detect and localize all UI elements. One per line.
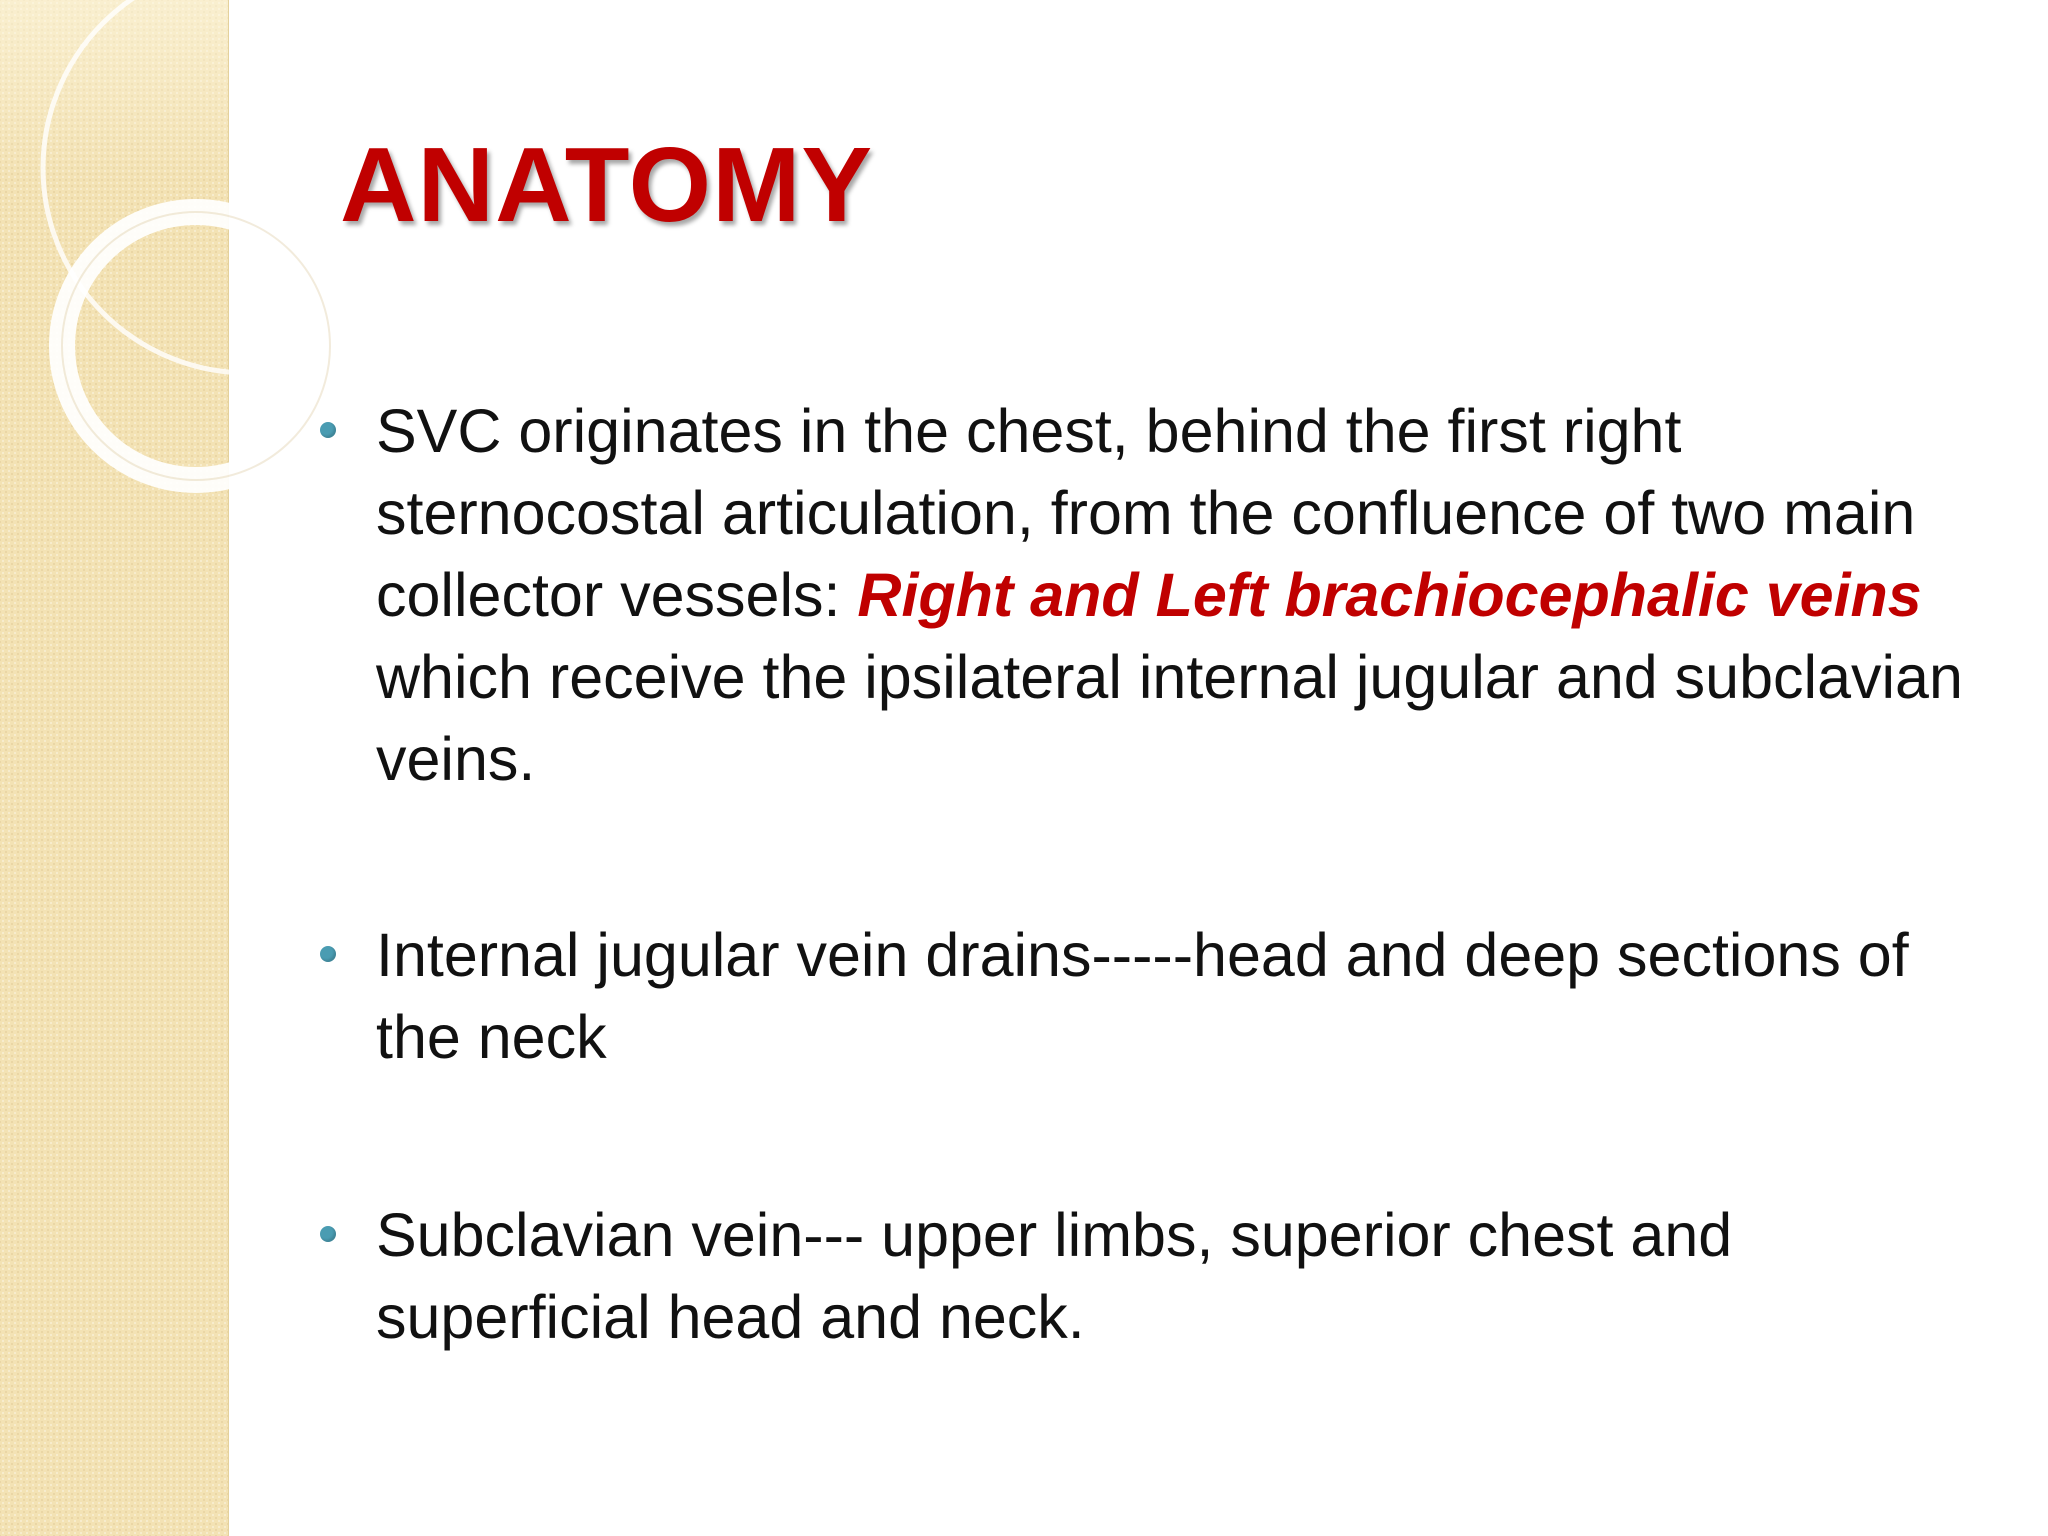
bullet-dot-icon [320, 946, 336, 962]
slide-title: ANATOMY [340, 126, 874, 244]
decorative-sidebar [0, 0, 229, 1536]
bullet-text [376, 390, 1976, 800]
bullet-text: Internal jugular vein drains-----head and deep sections of the neck [376, 921, 1909, 1071]
bullet-dot-icon [320, 422, 336, 438]
sidebar-highlight [0, 0, 228, 180]
bullet-text: Subclavian vein--- upper limbs, superior chest and superficial head and neck. [376, 1201, 1733, 1351]
bullet-dot-icon [320, 1226, 336, 1242]
bullet-text-after: which receive the ipsilateral internal jugular and subclavian veins. [376, 643, 1963, 793]
bullet-text-before: SVC originates in the chest, behind the first right sternocostal articulation, from the confluence of two main collector vessels: [376, 397, 1916, 629]
emphasized-term: Right and Left brachiocephalic veins [857, 561, 1922, 629]
